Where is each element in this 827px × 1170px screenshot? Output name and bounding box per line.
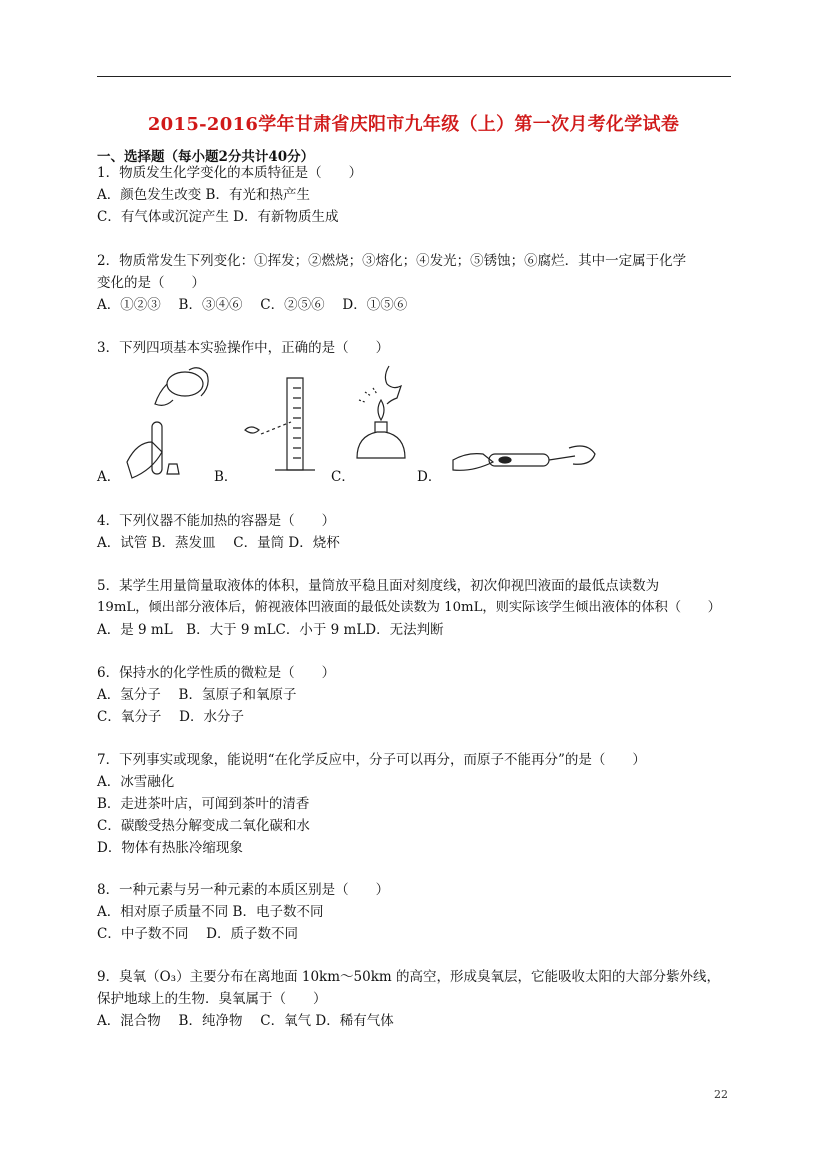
section-heading: 一、选择题（每小题2分共计40分） (97, 149, 315, 165)
figure-d-tube-hands (453, 446, 595, 470)
q9-options: A．混合物 B．纯净物 C．氧气 D．稀有气体 (97, 1013, 394, 1029)
q4-options: A．试管 B．蒸发皿 C．量筒 D．烧杯 (97, 535, 340, 551)
q3-figures (97, 362, 617, 487)
q8-stem: 8．一种元素与另一种元素的本质区别是（ ） (97, 882, 390, 898)
q5-stem: 5．某学生用量筒量取液体的体积，量筒放平稳且面对刻度线，初次仰视凹液面的最低点读数为 (97, 578, 660, 594)
page-title: 2015-2016学年甘肃省庆阳市九年级（上）第一次月考化学试卷 (147, 114, 680, 135)
q7-stem: 7．下列事实或现象，能说明“在化学反应中，分子可以再分，而原子不能再分”的是（ ） (97, 752, 646, 768)
q2-options: A．①②③ B．③④⑥ C．②⑤⑥ D．①⑤⑥ (97, 297, 408, 313)
figure-a-pouring (127, 368, 208, 478)
q5-stem-cont: 19mL，倾出部分液体后，俯视液体凹液面的最低处读数为 10mL，则实际该学生倾出液体的体积（ ） (97, 600, 721, 615)
q8-options-cd: C．中子数不同 D．质子数不同 (97, 926, 298, 942)
q7-option-b: B．走进茶叶店，可闻到茶叶的清香 (97, 796, 310, 812)
figure-b-cylinder (245, 378, 315, 470)
q6-options-cd: C．氧分子 D．水分子 (97, 709, 244, 725)
q4-stem: 4．下列仪器不能加热的容器是（ ） (97, 513, 336, 529)
lab-operations-illustration (97, 362, 617, 487)
q7-option-c: C．碳酸受热分解变成二氧化碳和水 (97, 818, 310, 834)
q1-options-cd: C．有气体或沉淀产生 D．有新物质生成 (97, 209, 339, 225)
page-number: 22 (714, 1088, 728, 1101)
q6-stem: 6．保持水的化学性质的微粒是（ ） (97, 665, 336, 681)
figure-label-a: A． (97, 469, 121, 485)
q6-options-ab: A．氢分子 B．氢原子和氧原子 (97, 687, 297, 703)
q3-stem: 3．下列四项基本实验操作中，正确的是（ ） (97, 340, 390, 356)
q2-stem-cont: 变化的是（ ） (97, 275, 205, 291)
q8-options-ab: A．相对原子质量不同 B．电子数不同 (97, 904, 324, 920)
header-rule (97, 76, 731, 77)
q1-stem: 1．物质发生化学变化的本质特征是（ ） (97, 165, 363, 181)
q9-stem-cont: 保护地球上的生物．臭氧属于（ ） (97, 991, 327, 1007)
figure-label-d: D． (417, 469, 442, 485)
figure-c-alcohol-lamp (357, 366, 405, 458)
q1-options-ab: A．颜色发生改变 B．有光和热产生 (97, 187, 310, 203)
figure-label-c: C． (331, 469, 355, 485)
q7-option-a: A．冰雪融化 (97, 774, 175, 790)
q5-options: A．是 9 mL B．大于 9 mLC．小于 9 mLD．无法判断 (97, 622, 444, 638)
figure-label-b: B． (214, 469, 238, 485)
q7-option-d: D．物体有热胀冷缩现象 (97, 840, 243, 856)
q9-stem: 9．臭氧（O₃）主要分布在离地面 10km～50km 的高空，形成臭氧层，它能吸收太阳的大部分紫外线， (97, 969, 720, 985)
q2-stem: 2．物质常发生下列变化：①挥发；②燃烧；③熔化；④发光；⑤锈蚀；⑥腐烂．其中一定属于化学 (97, 253, 687, 269)
